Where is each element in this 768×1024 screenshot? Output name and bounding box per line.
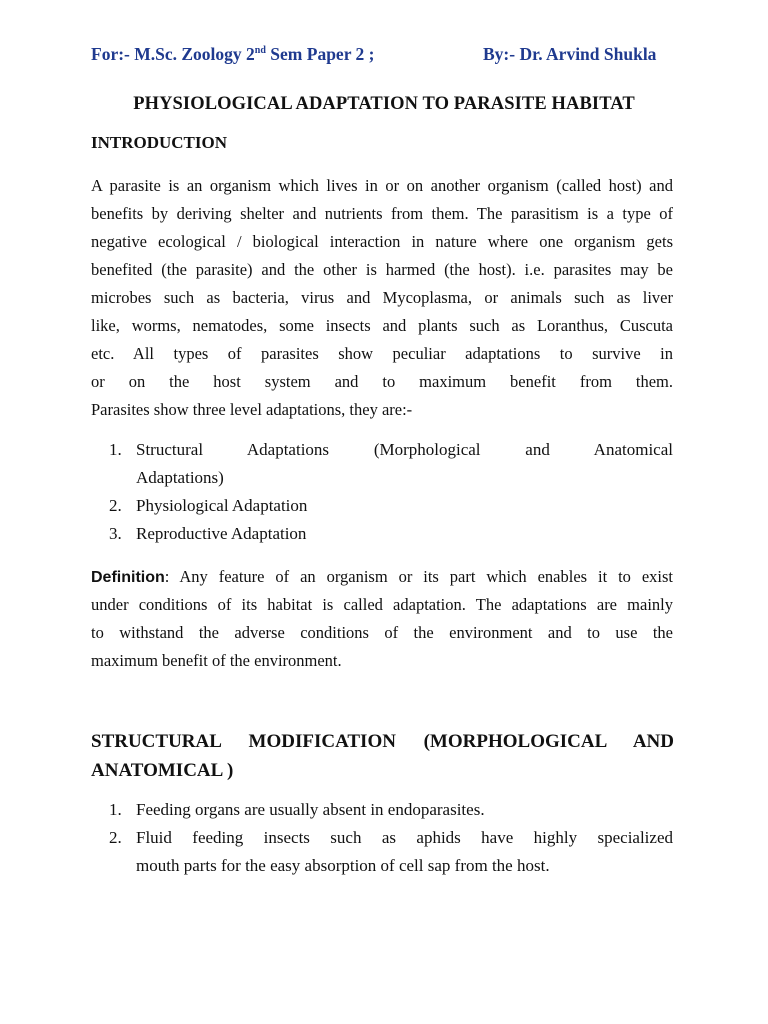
list-item-line: Structural Adaptations (Morphological and Anatomical xyxy=(136,440,673,459)
structural-modification-list xyxy=(109,796,673,880)
definition-label: Definition xyxy=(91,569,165,586)
document-title: PHYSIOLOGICAL ADAPTATION TO PARASITE HABITAT xyxy=(133,94,635,114)
adaptation-levels-list xyxy=(109,436,673,548)
list-number: 3. xyxy=(109,524,122,543)
list-item xyxy=(109,520,673,548)
paragraph-line: etc. All types of parasites show peculiar adaptations to survive in xyxy=(91,344,673,363)
list-number: 2. xyxy=(109,828,122,847)
paragraph-line: A parasite is an organism which lives in or on another organism (called host) and xyxy=(91,176,673,195)
paragraph-line: Parasites show three level adaptations, they are:- xyxy=(91,400,413,419)
course-suffix: Sem Paper 2 ; xyxy=(265,44,375,64)
list-item-line: Fluid feeding insects such as aphids have highly specialized xyxy=(136,828,673,847)
list-item-line: Physiological Adaptation xyxy=(136,496,308,515)
paragraph-line: benefited (the parasite) and the other is harmed (the host). i.e. parasites may be xyxy=(91,260,673,279)
paragraph-line: or on the host system and to maximum benefit from them. xyxy=(91,372,673,391)
paragraph-line: to withstand the adverse conditions of the environment and to use the xyxy=(91,623,673,642)
paragraph-line: maximum benefit of the environment. xyxy=(91,651,342,670)
list-number: 1. xyxy=(109,440,122,459)
list-number: 1. xyxy=(109,800,122,819)
course-info xyxy=(91,44,374,65)
list-item xyxy=(109,492,673,520)
page-header xyxy=(91,44,658,70)
introduction-heading: INTRODUCTION xyxy=(91,133,228,152)
author-info: By:- Dr. Arvind Shukla xyxy=(483,44,657,64)
list-item-line: Reproductive Adaptation xyxy=(136,524,307,543)
course-prefix: For:- M.Sc. Zoology 2 xyxy=(91,44,255,64)
paragraph-line xyxy=(91,563,673,591)
list-item-line: mouth parts for the easy absorption of cell sap from the host. xyxy=(136,856,550,875)
course-ordinal-suffix: nd xyxy=(254,45,266,57)
list-item xyxy=(109,796,673,824)
heading-line: ANATOMICAL ) xyxy=(91,760,234,781)
paragraph-line: benefits by deriving shelter and nutrients from them. The parasitism is a type of xyxy=(91,204,673,223)
paragraph-line: like, worms, nematodes, some insects and plants such as Loranthus, Cuscuta xyxy=(91,316,673,335)
definition-text: : Any feature of an organism or its part which enables it to exist xyxy=(164,567,673,586)
heading-line: STRUCTURAL MODIFICATION (MORPHOLOGICAL AND xyxy=(91,731,674,752)
list-number: 2. xyxy=(109,496,122,515)
list-item xyxy=(109,436,673,492)
introduction-paragraph xyxy=(91,172,673,424)
list-item-line: Adaptations) xyxy=(136,468,224,487)
paragraph-line: negative ecological / biological interaction in nature where one organism gets xyxy=(91,232,673,251)
paragraph-line: under conditions of its habitat is called adaptation. The adaptations are mainly xyxy=(91,595,673,614)
structural-modification-heading xyxy=(91,727,674,785)
list-item-line: Feeding organs are usually absent in endoparasites. xyxy=(136,800,485,819)
list-item xyxy=(109,824,673,880)
definition-paragraph xyxy=(91,563,673,675)
paragraph-line: microbes such as bacteria, virus and Mycoplasma, or animals such as liver xyxy=(91,288,673,307)
